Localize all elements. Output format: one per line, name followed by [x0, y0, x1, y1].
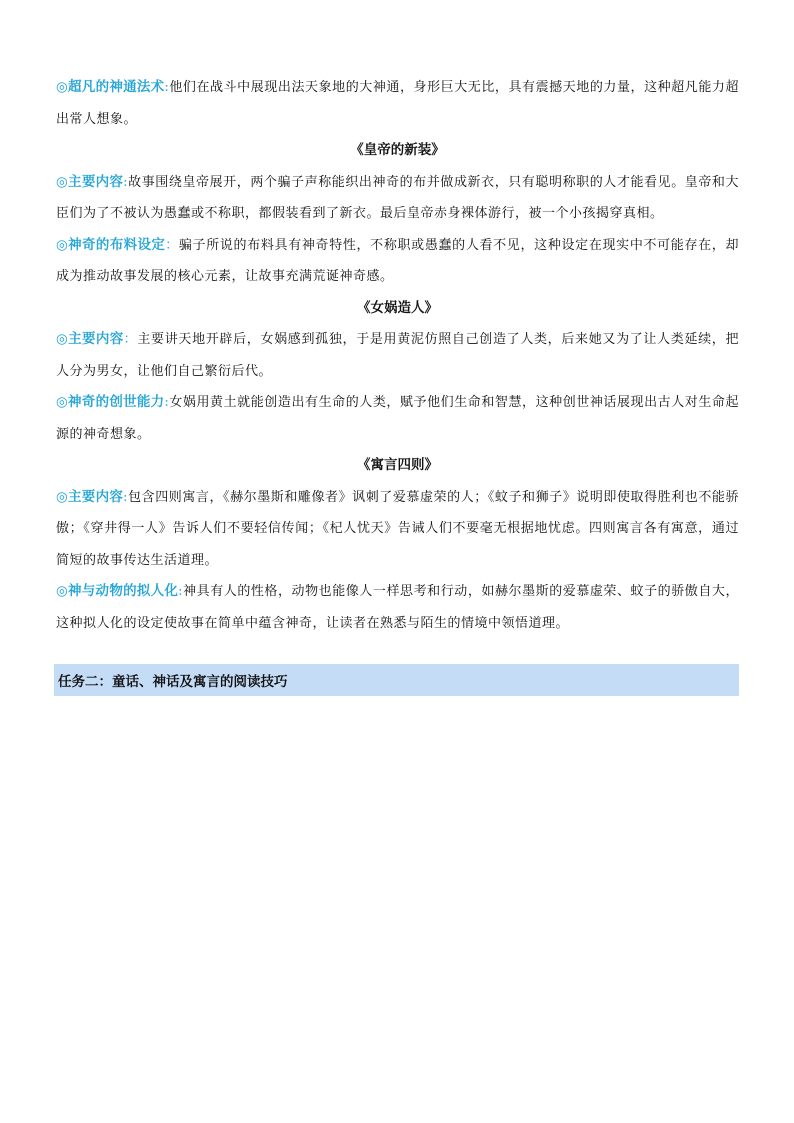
item-separator: : — [164, 395, 170, 410]
paragraph-supernatural-powers — [56, 72, 739, 135]
item-text: 主要讲天地开辟后，女娲感到孤独，于是用黄泥仿照自己创造了人类，后来她又为了让人类延续，把人分为男女，让他们自己繁衍后代。 — [56, 332, 739, 379]
item-label: ◎神与动物的拟人化 — [56, 583, 179, 599]
paragraph-main-content — [56, 482, 739, 577]
item-separator: ： — [123, 332, 138, 347]
item-text: 女娲用黄土就能创造出有生命的人类，赋予他们生命和智慧，这种创世神话展现出古人对生命起源的神奇想象。 — [56, 395, 739, 442]
section-title: 《皇帝的新装》 — [350, 142, 445, 158]
section-title: 《女娲造人》 — [357, 299, 438, 316]
paragraph-main-content — [56, 324, 739, 387]
item-text: 故事围绕皇帝展开，两个骗子声称能织出神奇的布并做成新衣，只有聪明称职的人才能看见。皇帝和大臣们为了不被认为愚蠢或不称职，都假装看到了新衣。最后皇帝赤身裸体游行，被一个小孩揭穿真相。 — [56, 174, 739, 221]
item-separator: ： — [165, 237, 179, 253]
paragraph-personification — [56, 576, 739, 639]
item-separator: : — [178, 584, 184, 599]
item-text: 骗子所说的布料具有神奇特性，不称职或愚蠢的人看不见，这种设定在现实中不可能存在，却成为推动故事发展的核心元素，让故事充满荒诞神奇感。 — [56, 237, 739, 284]
item-separator: : — [123, 174, 129, 190]
item-separator: : — [164, 80, 170, 95]
paragraph-magic-cloth — [56, 230, 739, 293]
item-label: ◎超凡的神通法术 — [56, 79, 165, 95]
item-separator: : — [123, 489, 128, 505]
document-body — [56, 72, 739, 639]
item-text: 包含四则寓言，《赫尔墨斯和雕像者》讽刺了爱慕虚荣的人；《蚊子和狮子》说明即使取得胜利也不能骄傲；《穿井得一人》告诉人们不要轻信传闻；《杞人忧天》告诫人们不要毫无根据地忧虑。四则寓言各有寓意，通过简短的故事传达生活道理。 — [56, 489, 739, 568]
item-text: 神具有人的性格，动物也能像人一样思考和行动，如赫尔墨斯的爱慕虚荣、蚊子的骄傲自大，这种拟人化的设定使故事在简单中蕴含神奇，让读者在熟悉与陌生的情境中领悟道理。 — [56, 584, 739, 631]
section-four-fables — [56, 450, 739, 639]
item-label: ◎神奇的创世能力 — [56, 394, 165, 410]
section-nuwa — [56, 293, 739, 451]
item-label: ◎主要内容 — [56, 173, 124, 190]
item-label: ◎神奇的布料设定 — [56, 236, 166, 253]
section-emperors-new-clothes — [56, 135, 739, 293]
paragraph-creation-power — [56, 387, 739, 450]
item-label: ◎主要内容 — [56, 488, 124, 505]
section-intro — [56, 72, 739, 135]
section-title: 《寓言四则》 — [357, 457, 438, 473]
item-label: ◎主要内容 — [56, 331, 124, 347]
paragraph-main-content — [56, 167, 739, 230]
task-title: 任务二：童话、神话及寓言的阅读技巧 — [58, 674, 288, 690]
item-text: 他们在战斗中展现出法天象地的大神通，身形巨大无比，具有震撼天地的力量，这种超凡能力超出常人想象。 — [56, 80, 739, 127]
task-heading-bar — [54, 664, 739, 696]
